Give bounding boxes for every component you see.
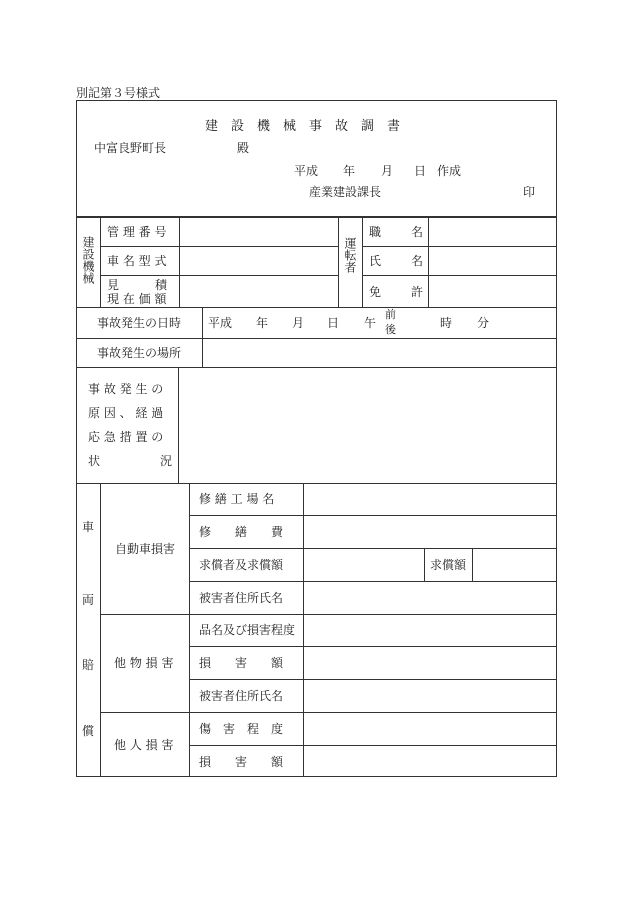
datetime-day: 日 <box>327 316 340 330</box>
datetime-hour: 時 <box>440 316 453 330</box>
claimant-field[interactable] <box>304 549 423 580</box>
datetime-ampm-prefix: 午 <box>364 316 377 330</box>
vehicle-damage-group: 自動車損害 <box>115 542 176 556</box>
honorific: 殿 <box>237 141 250 155</box>
management-number-field[interactable] <box>180 218 337 245</box>
machine-side-label: 建設機械 <box>81 236 95 284</box>
department: 産業建設課長 <box>309 185 382 199</box>
operator-job-field[interactable] <box>429 218 556 245</box>
victim-address-field-1[interactable] <box>304 582 556 613</box>
operator-name-label-b: 名 <box>411 254 424 268</box>
victim-address-label-2: 被害者住所氏名 <box>199 689 284 703</box>
victim-address-label-1: 被害者住所氏名 <box>199 591 284 605</box>
operator-name-label-a: 氏 <box>369 254 382 268</box>
addressee: 中富良野町長 <box>94 141 167 155</box>
property-loss-field[interactable] <box>304 647 556 678</box>
datetime-year: 年 <box>256 316 269 330</box>
compensation-char-2: 両 <box>82 593 95 607</box>
situation-label-line2: 原 因 、 経 過 <box>88 406 164 420</box>
claim-amount-field[interactable] <box>473 549 556 580</box>
date-month-unit: 月 <box>381 164 394 178</box>
seal-mark: 印 <box>523 185 536 199</box>
accident-datetime-label: 事故発生の日時 <box>97 316 182 330</box>
operator-job-label-b: 名 <box>411 225 424 239</box>
property-damage-group: 他 物 損 害 <box>114 656 174 670</box>
operator-license-field[interactable] <box>429 276 556 306</box>
personal-loss-field[interactable] <box>304 746 556 776</box>
personal-damage-group: 他 人 損 害 <box>114 738 174 752</box>
datetime-era: 平成 <box>208 316 233 330</box>
item-damage-field[interactable] <box>304 615 556 645</box>
repair-cost-field[interactable] <box>304 516 556 547</box>
accident-place-label: 事故発生の場所 <box>97 346 182 360</box>
operator-side-label: 運転者 <box>343 237 357 273</box>
compensation-char-3: 賠 <box>82 658 95 672</box>
injury-degree-label: 傷 害 程 度 <box>199 722 284 736</box>
operator-name-field[interactable] <box>429 247 556 274</box>
vehicle-model-field[interactable] <box>180 247 337 274</box>
compensation-char-1: 車 <box>82 520 95 534</box>
accident-place-field[interactable] <box>203 339 556 366</box>
victim-address-field-2[interactable] <box>304 680 556 711</box>
estimate-label-line1: 見 積 <box>107 278 168 292</box>
date-day-unit: 日 <box>414 164 427 178</box>
vehicle-model-label: 車 名 型 式 <box>107 254 167 268</box>
compensation-char-4: 償 <box>82 724 95 738</box>
management-number-label: 管 理 番 号 <box>107 225 167 239</box>
claimant-amount-label: 求償者及求償額 <box>199 558 284 572</box>
datetime-pm: 後 <box>385 323 396 336</box>
operator-license-label-a: 免 <box>369 285 382 299</box>
operator-job-label-a: 職 <box>369 225 382 239</box>
injury-degree-field[interactable] <box>304 713 556 744</box>
estimate-label-line2: 現 在 価 額 <box>107 292 167 306</box>
repair-cost-label: 修 繕 費 <box>199 525 284 539</box>
property-loss-label: 損 害 額 <box>199 656 284 670</box>
datetime-am: 前 <box>385 308 396 321</box>
datetime-month: 月 <box>292 316 305 330</box>
item-damage-label: 品名及び損害程度 <box>199 623 296 637</box>
situation-label-line4: 状 況 <box>88 454 173 468</box>
document-title: 建 設 機 械 事 故 調 書 <box>205 119 401 134</box>
repair-shop-label: 修 繕 工 場 名 <box>199 492 275 506</box>
repair-shop-field[interactable] <box>304 484 556 514</box>
date-era: 平成 <box>294 164 319 178</box>
created-label: 作成 <box>437 164 462 178</box>
situation-label-line1: 事 故 発 生 の <box>88 382 164 396</box>
datetime-minute: 分 <box>477 316 490 330</box>
personal-loss-label: 損 害 額 <box>199 755 284 769</box>
form-id: 別記第３号様式 <box>76 86 161 100</box>
operator-license-label-b: 許 <box>411 285 424 299</box>
situation-label-line3: 応 急 措 置 の <box>88 430 164 444</box>
estimated-value-field[interactable] <box>180 276 337 306</box>
accident-situation-field[interactable] <box>179 368 556 482</box>
header-section <box>76 100 557 217</box>
claim-amount-label: 求償額 <box>430 558 467 572</box>
date-year-unit: 年 <box>343 164 356 178</box>
